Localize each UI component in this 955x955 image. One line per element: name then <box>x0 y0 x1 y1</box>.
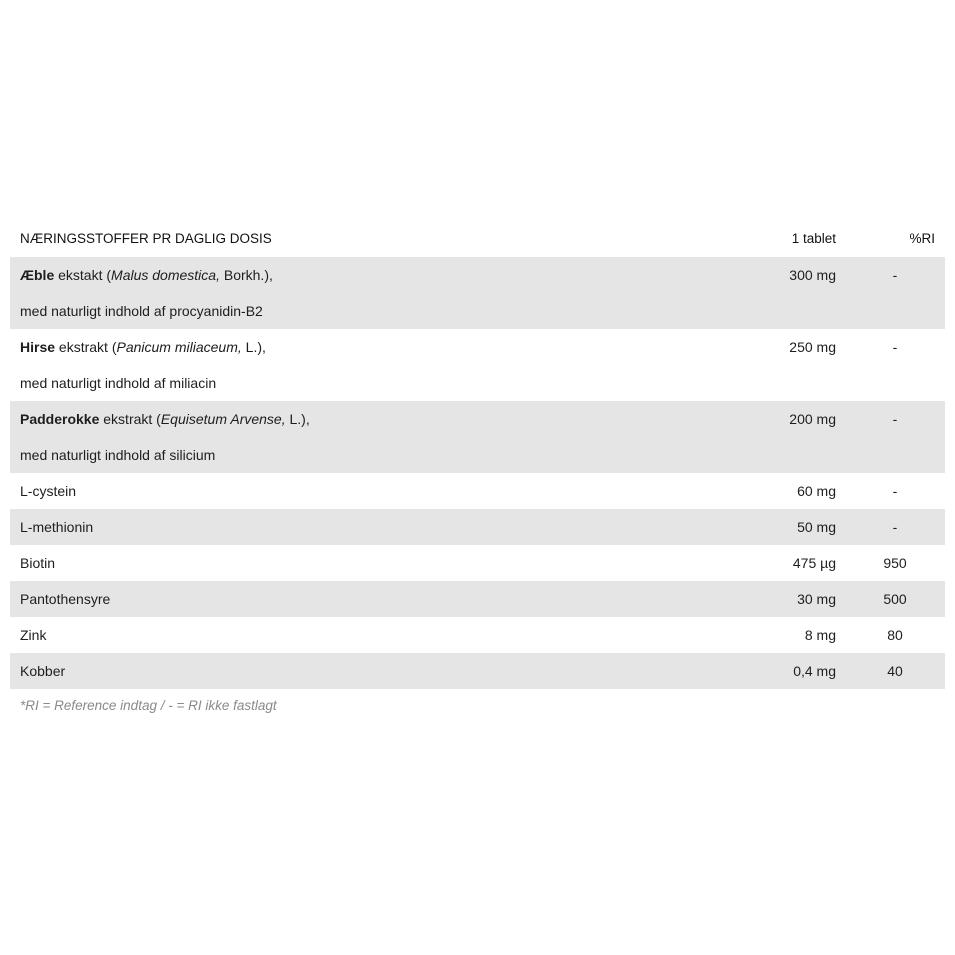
amount-cell: 30 mg <box>797 591 836 607</box>
ingredient-name: Pantothensyre <box>20 591 111 607</box>
header-ri: %RI <box>909 231 935 246</box>
table-row-hirse <box>10 329 945 401</box>
amount-cell: 300 mg <box>789 267 836 283</box>
table-row-pantothensyre <box>10 581 945 617</box>
ingredient-detail: med naturligt indhold af procyanidin-B2 <box>20 303 263 319</box>
nutrition-table <box>10 221 945 689</box>
ri-cell: 80 <box>887 627 903 643</box>
amount-cell: 250 mg <box>789 339 836 355</box>
ingredient-name: Kobber <box>20 663 66 679</box>
ri-cell: 40 <box>887 663 903 679</box>
ri-cell: - <box>892 411 898 427</box>
table-row-aeble <box>10 257 945 329</box>
table-row-l-cystein <box>10 473 945 509</box>
ingredient-name: Biotin <box>20 555 56 571</box>
ingredient-name: L-cystein <box>20 483 77 499</box>
amount-cell: 60 mg <box>797 483 836 499</box>
ri-cell: 500 <box>883 591 907 607</box>
ri-cell: - <box>892 267 898 283</box>
ingredient-name: Padderokke ekstrakt (Equisetum Arvense, L.), <box>20 411 310 427</box>
ri-cell: - <box>892 483 898 499</box>
ingredient-name: Hirse ekstrakt (Panicum miliaceum, L.), <box>20 339 266 355</box>
ri-footnote: *RI = Reference indtag / - = RI ikke fastlagt <box>20 698 277 713</box>
table-row-l-methionin <box>10 509 945 545</box>
ingredient-name: L-methionin <box>20 519 94 535</box>
table-row-kobber <box>10 653 945 689</box>
header-amount: 1 tablet <box>791 231 836 246</box>
amount-cell: 0,4 mg <box>793 663 836 679</box>
ri-cell: - <box>892 519 898 535</box>
table-header <box>10 221 945 257</box>
ri-cell: 950 <box>883 555 907 571</box>
amount-cell: 475 µg <box>792 555 836 571</box>
amount-cell: 200 mg <box>789 411 836 427</box>
amount-cell: 8 mg <box>804 627 836 643</box>
ri-cell: - <box>892 339 898 355</box>
ingredient-name: Æble ekstakt (Malus domestica, Borkh.), <box>20 267 273 283</box>
ingredient-detail: med naturligt indhold af miliacin <box>20 375 217 391</box>
table-row-biotin <box>10 545 945 581</box>
header-nutrient: NÆRINGSSTOFFER PR DAGLIG DOSIS <box>20 231 272 246</box>
ingredient-name: Zink <box>20 627 47 643</box>
amount-cell: 50 mg <box>797 519 836 535</box>
table-row-zink <box>10 617 945 653</box>
table-row-padderokke <box>10 401 945 473</box>
ingredient-detail: med naturligt indhold af silicium <box>20 447 216 463</box>
